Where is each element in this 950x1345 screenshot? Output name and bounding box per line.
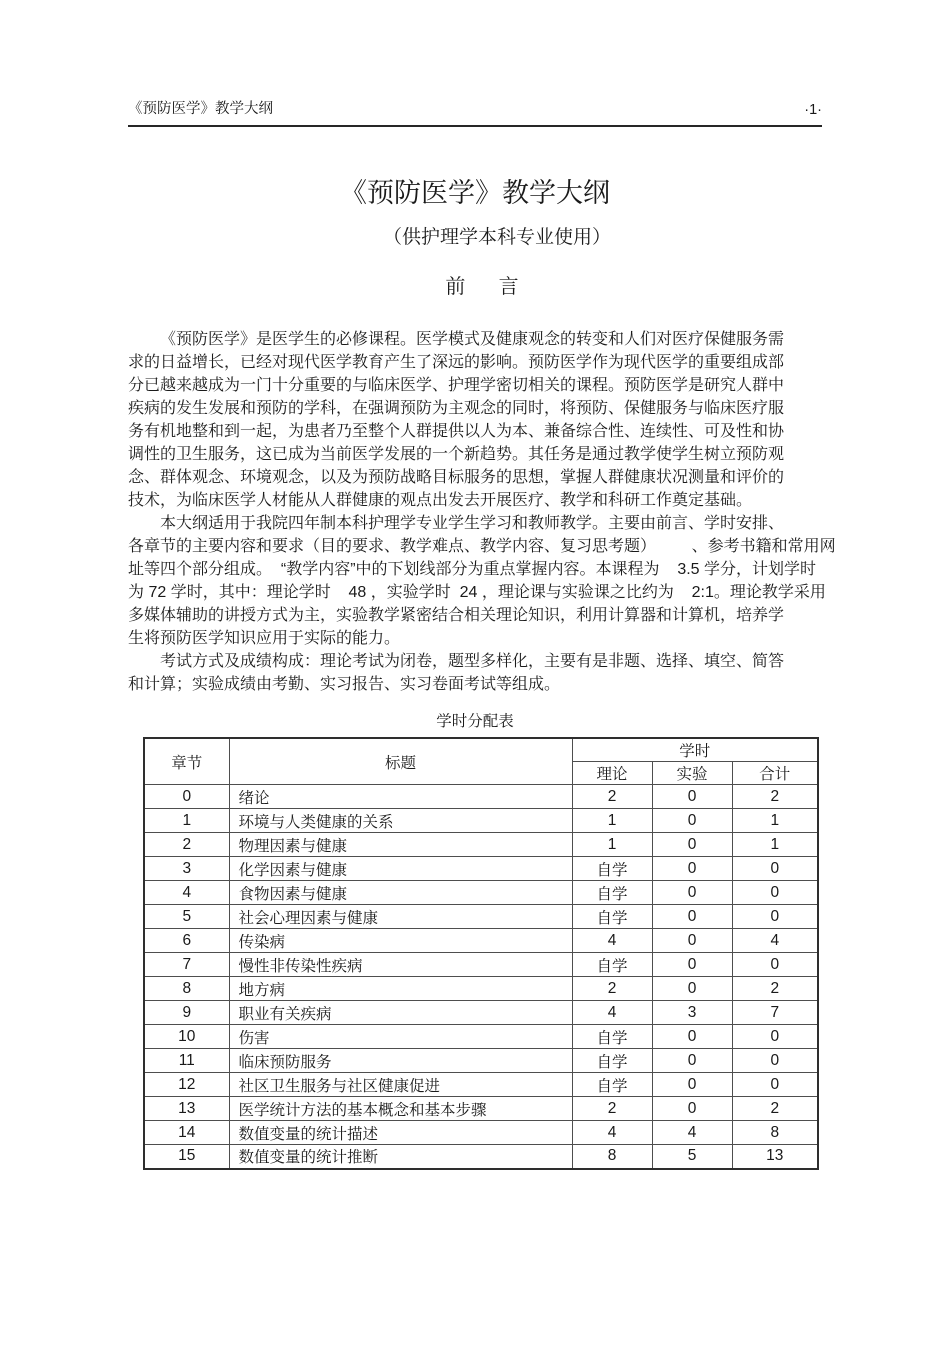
cell-chapter: 9 xyxy=(144,1001,229,1025)
cell-total: 0 xyxy=(732,1049,818,1073)
paragraph-line: 各章节的主要内容和要求（目的要求、教学难点、教学内容、复习思考题） 、参考书籍和常用网 xyxy=(128,538,836,555)
running-header-title: 《预防医学》教学大纲 xyxy=(128,101,273,117)
document-title: 《预防医学》教学大纲 xyxy=(340,178,610,208)
cell-chapter: 12 xyxy=(144,1073,229,1097)
cell-total: 8 xyxy=(732,1121,818,1145)
cell-total: 0 xyxy=(732,881,818,905)
cell-chapter: 10 xyxy=(144,1025,229,1049)
cell-chapter: 3 xyxy=(144,857,229,881)
cell-total: 13 xyxy=(732,1145,818,1169)
table-row xyxy=(144,881,818,905)
cell-total: 0 xyxy=(732,953,818,977)
cell-theory: 2 xyxy=(572,977,652,1001)
cell-title: 环境与人类健康的关系 xyxy=(229,809,572,833)
document-subtitle: （供护理学本科专业使用） xyxy=(382,227,611,248)
cell-theory: 自学 xyxy=(572,953,652,977)
page-header xyxy=(128,0,822,118)
page-number: ·1· xyxy=(804,102,822,118)
cell-title: 数值变量的统计推断 xyxy=(229,1145,572,1169)
cell-chapter: 11 xyxy=(144,1049,229,1073)
hours-table xyxy=(143,737,819,1170)
cell-lab: 0 xyxy=(652,785,732,809)
cell-lab: 0 xyxy=(652,1049,732,1073)
cell-theory: 自学 xyxy=(572,857,652,881)
table-row xyxy=(144,1073,818,1097)
table-row xyxy=(144,953,818,977)
cell-lab: 0 xyxy=(652,809,732,833)
cell-lab: 0 xyxy=(652,1025,732,1049)
cell-theory: 4 xyxy=(572,929,652,953)
cell-total: 2 xyxy=(732,785,818,809)
cell-total: 2 xyxy=(732,1097,818,1121)
header-rule xyxy=(128,125,822,127)
paragraph-line: 本大纲适用于我院四年制本科护理学专业学生学习和教师教学。主要由前言、学时安排、 xyxy=(160,515,785,532)
cell-lab: 0 xyxy=(652,929,732,953)
cell-chapter: 4 xyxy=(144,881,229,905)
cell-total: 4 xyxy=(732,929,818,953)
cell-theory: 4 xyxy=(572,1121,652,1145)
paragraph-line: 和计算；实验成绩由考勤、实习报告、实习卷面考试等组成。 xyxy=(128,676,561,693)
cell-title: 慢性非传染性疾病 xyxy=(229,953,572,977)
paragraph-line: 技术，为临床医学人材能从人群健康的观点出发去开展医疗、教学和科研工作奠定基础。 xyxy=(128,492,753,509)
cell-lab: 0 xyxy=(652,857,732,881)
cell-chapter: 0 xyxy=(144,785,229,809)
header-cell-hours: 学时 xyxy=(572,738,818,762)
paragraph-line: 调性的卫生服务，这已成为当前医学发展的一个新趋势。其任务是通过教学使学生树立预防观 xyxy=(128,446,785,463)
header-cell-theory: 理论 xyxy=(572,762,652,785)
table-row xyxy=(144,977,818,1001)
cell-lab: 5 xyxy=(652,1145,732,1169)
cell-theory: 自学 xyxy=(572,881,652,905)
paragraph xyxy=(128,512,836,650)
cell-title: 化学因素与健康 xyxy=(229,857,572,881)
cell-theory: 自学 xyxy=(572,905,652,929)
cell-chapter: 1 xyxy=(144,809,229,833)
cell-title: 食物因素与健康 xyxy=(229,881,572,905)
cell-chapter: 14 xyxy=(144,1121,229,1145)
table-row xyxy=(144,833,818,857)
hours-table-body xyxy=(144,785,818,1169)
header-cell-lab: 实验 xyxy=(652,762,732,785)
preface-heading: 前 言 xyxy=(445,276,519,298)
table-row xyxy=(144,905,818,929)
table-row xyxy=(144,1145,818,1169)
cell-lab: 0 xyxy=(652,881,732,905)
cell-title: 数值变量的统计描述 xyxy=(229,1121,572,1145)
cell-theory: 8 xyxy=(572,1145,652,1169)
cell-lab: 0 xyxy=(652,833,732,857)
hours-table-head xyxy=(144,738,818,785)
header-cell-total: 合计 xyxy=(732,762,818,785)
table-row xyxy=(144,785,818,809)
table-row xyxy=(144,1097,818,1121)
cell-lab: 0 xyxy=(652,905,732,929)
cell-chapter: 2 xyxy=(144,833,229,857)
table-row xyxy=(144,929,818,953)
paragraph-line: 《预防医学》是医学生的必修课程。医学模式及健康观念的转变和人们对医疗保健服务需 xyxy=(160,331,785,348)
table-row xyxy=(144,1001,818,1025)
cell-chapter: 7 xyxy=(144,953,229,977)
header-cell-chapter: 章节 xyxy=(144,738,229,785)
paragraph-line: 疾病的发生发展和预防的学科，在强调预防为主观念的同时，将预防、保健服务与临床医疗服 xyxy=(128,400,785,417)
cell-lab: 3 xyxy=(652,1001,732,1025)
cell-lab: 0 xyxy=(652,953,732,977)
paragraph-line: 多媒体辅助的讲授方式为主，实验教学紧密结合相关理论知识，利用计算器和计算机，培养学 xyxy=(128,607,785,624)
cell-lab: 0 xyxy=(652,1097,732,1121)
cell-title: 伤害 xyxy=(229,1025,572,1049)
table-row xyxy=(144,1025,818,1049)
cell-theory: 自学 xyxy=(572,1025,652,1049)
cell-chapter: 15 xyxy=(144,1145,229,1169)
preface xyxy=(128,328,836,696)
cell-theory: 1 xyxy=(572,809,652,833)
paragraph-line: 务有机地整和到一起，为患者乃至整个人群提供以人为本、兼备综合性、连续性、可及性和协 xyxy=(128,423,785,440)
cell-total: 0 xyxy=(732,1073,818,1097)
table-row xyxy=(144,809,818,833)
cell-lab: 0 xyxy=(652,1073,732,1097)
cell-total: 0 xyxy=(732,905,818,929)
cell-theory: 自学 xyxy=(572,1073,652,1097)
header-cell-title: 标题 xyxy=(229,738,572,785)
cell-total: 0 xyxy=(732,1025,818,1049)
cell-title: 社会心理因素与健康 xyxy=(229,905,572,929)
cell-title: 临床预防服务 xyxy=(229,1049,572,1073)
cell-title: 职业有关疾病 xyxy=(229,1001,572,1025)
cell-lab: 0 xyxy=(652,977,732,1001)
paragraph-line: 址等四个部分组成。 “教学内容”中的下划线部分为重点掌握内容。本课程为 3.5 学分，计划学时 xyxy=(128,561,817,578)
cell-total: 1 xyxy=(732,809,818,833)
paragraph-line: 念、群体观念、环境观念，以及为预防战略目标服务的思想，掌握人群健康状况测量和评价的 xyxy=(128,469,785,486)
cell-total: 7 xyxy=(732,1001,818,1025)
cell-theory: 2 xyxy=(572,1097,652,1121)
cell-chapter: 8 xyxy=(144,977,229,1001)
cell-title: 物理因素与健康 xyxy=(229,833,572,857)
cell-total: 0 xyxy=(732,857,818,881)
paragraph-line: 求的日益增长，已经对现代医学教育产生了深远的影响。预防医学作为现代医学的重要组成部 xyxy=(128,354,785,371)
table-row xyxy=(144,857,818,881)
paragraph-line: 考试方式及成绩构成：理论考试为闭卷，题型多样化，主要有是非题、选择、填空、简答 xyxy=(160,653,785,670)
cell-theory: 4 xyxy=(572,1001,652,1025)
cell-title: 传染病 xyxy=(229,929,572,953)
cell-theory: 1 xyxy=(572,833,652,857)
table-row xyxy=(144,1121,818,1145)
paragraph xyxy=(128,328,822,512)
cell-chapter: 13 xyxy=(144,1097,229,1121)
cell-total: 2 xyxy=(732,977,818,1001)
table-row xyxy=(144,1049,818,1073)
cell-chapter: 5 xyxy=(144,905,229,929)
paragraph-line: 分已越来越成为一门十分重要的与临床医学、护理学密切相关的课程。预防医学是研究人群中 xyxy=(128,377,785,394)
cell-title: 社区卫生服务与社区健康促进 xyxy=(229,1073,572,1097)
paragraph xyxy=(128,650,822,696)
cell-title: 地方病 xyxy=(229,977,572,1001)
cell-theory: 自学 xyxy=(572,1049,652,1073)
cell-total: 1 xyxy=(732,833,818,857)
cell-lab: 4 xyxy=(652,1121,732,1145)
paragraph-line: 为 72 学时，其中：理论学时 48 ，实验学时 24 ，理论课与实验课之比约为 2:1。理论教学采用 xyxy=(128,584,826,601)
paragraph-line: 生将预防医学知识应用于实际的能力。 xyxy=(128,630,401,647)
cell-theory: 2 xyxy=(572,785,652,809)
cell-title: 绪论 xyxy=(229,785,572,809)
table-caption: 学时分配表 xyxy=(436,713,514,730)
cell-title: 医学统计方法的基本概念和基本步骤 xyxy=(229,1097,572,1121)
cell-chapter: 6 xyxy=(144,929,229,953)
